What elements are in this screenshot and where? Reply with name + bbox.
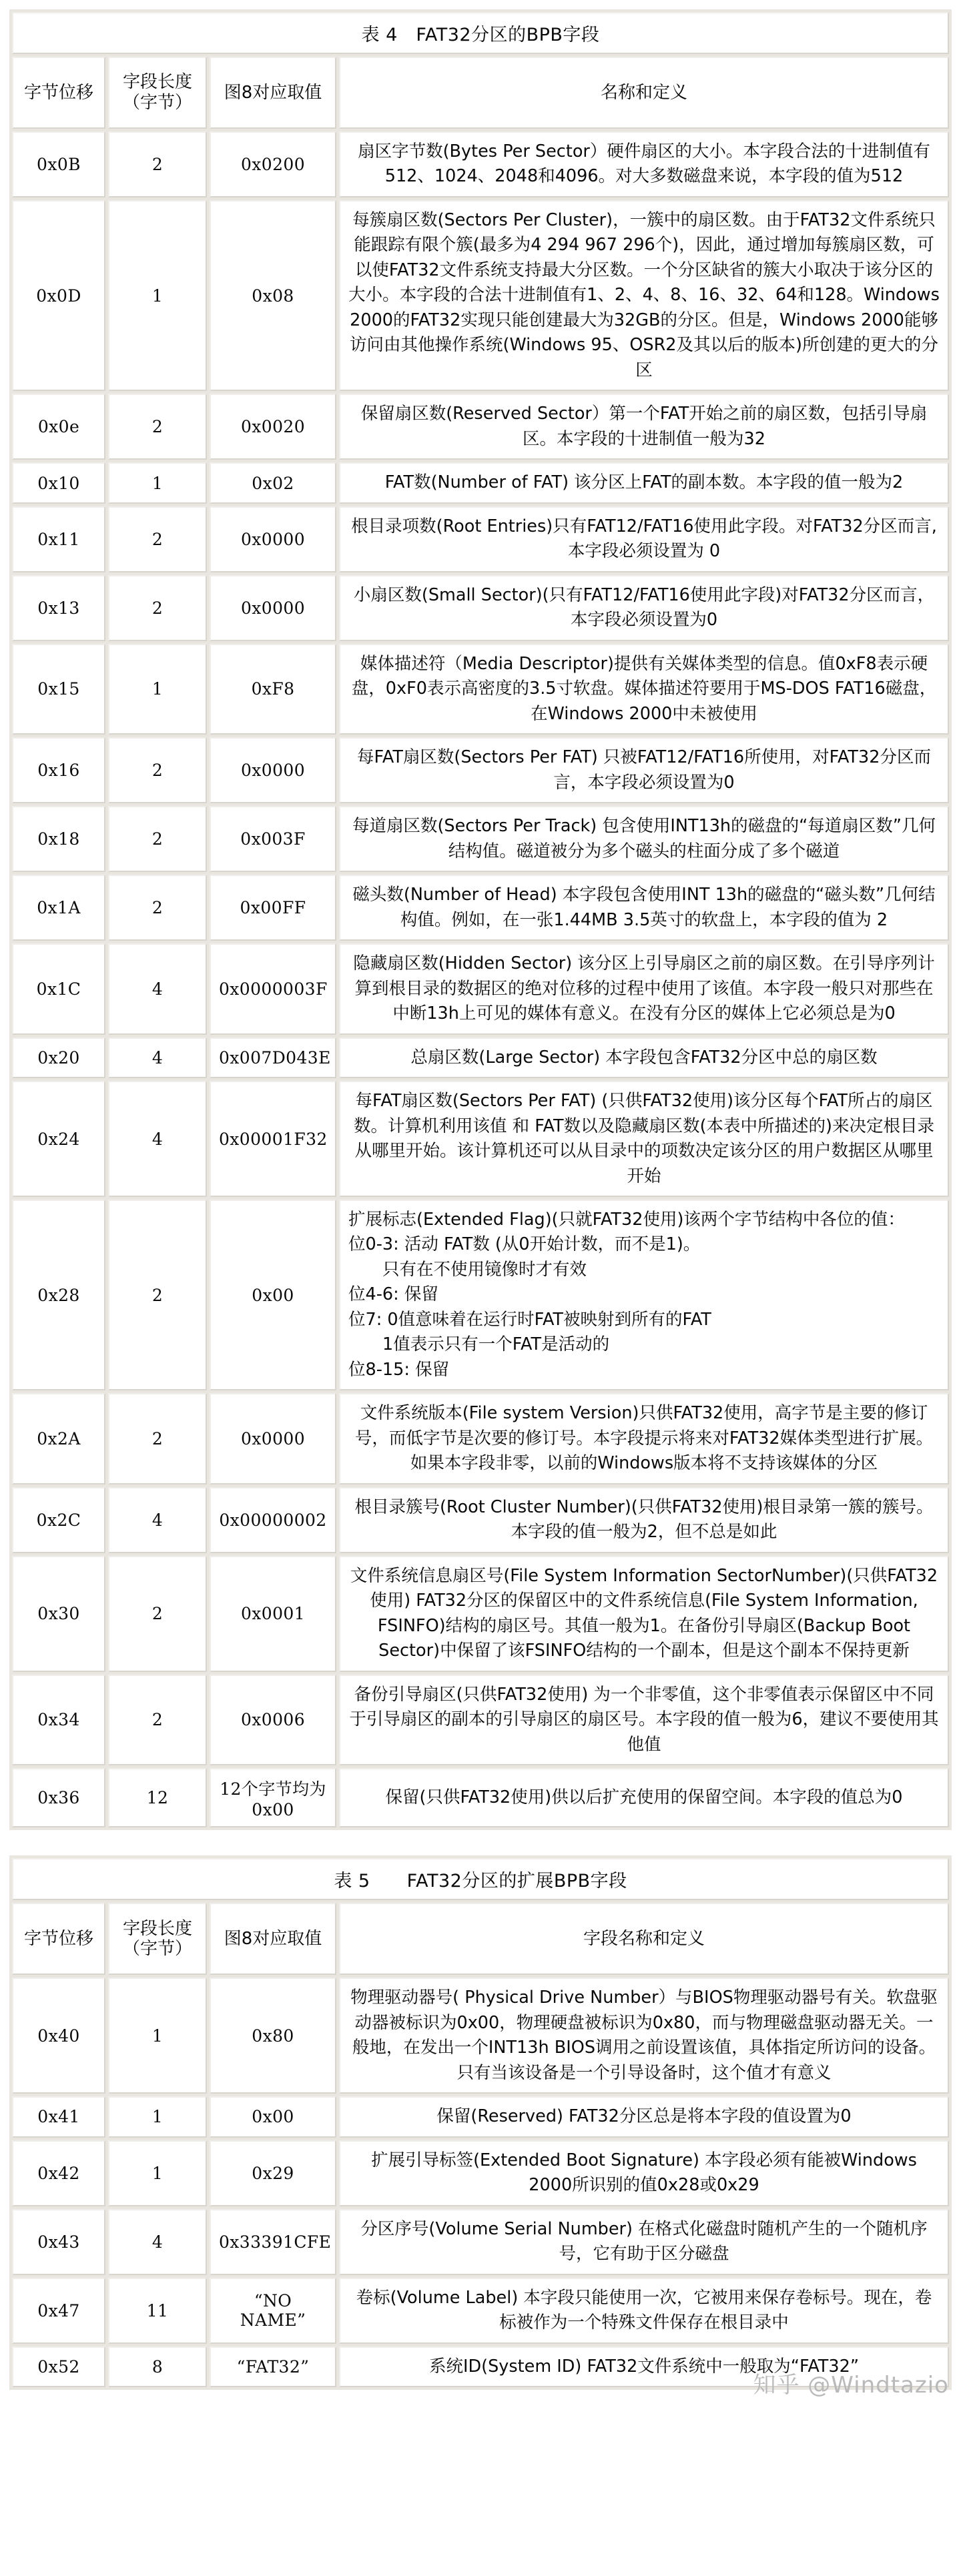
definition-line: 保留(只供FAT32使用)供以后扩充使用的保留空间。本字段的值总为0 (385, 1787, 903, 1807)
cell-definition (339, 943, 949, 1034)
definition-line: 位0-3: 活动 FAT数 (从0开始计数，而不是1)。 (348, 1234, 701, 1255)
cell-field-length: 1 (108, 644, 207, 735)
cell-definition (339, 737, 949, 803)
definition-line: 每道扇区数(Sectors Per Track) 包含使用INT13h的磁盘的“每道扇区数”几何结构值。磁道被分为多个磁头的柱面分成了多个磁道 (352, 816, 936, 861)
cell-definition (339, 2140, 949, 2206)
cell-figure-value (210, 1768, 336, 1827)
cell-byte-offset: 0x20 (12, 1037, 105, 1078)
column-header-length-line2: （字节） (122, 1939, 192, 1960)
cell-field-length: 8 (108, 2346, 207, 2387)
cell-figure-value-line: 12个字节均为 (220, 1779, 326, 1799)
cell-figure-value (210, 1081, 336, 1197)
definition-line: 保留(Reserved) FAT32分区总是将本字段的值设置为0 (436, 2106, 852, 2127)
table-row (12, 1200, 949, 1390)
cell-byte-offset: 0x47 (12, 2278, 105, 2344)
table-row (12, 1675, 949, 1765)
cell-definition (339, 1675, 949, 1765)
cell-byte-offset: 0x28 (12, 1200, 105, 1390)
cell-byte-offset: 0x15 (12, 644, 105, 735)
cell-figure-value-line: 0x0020 (240, 417, 306, 437)
definition-line: 保留扇区数(Reserved Sector）第一个FAT开始之前的扇区数，包括引导扇区。本字段的十进制值一般为32 (360, 404, 928, 449)
cell-figure-value (210, 1675, 336, 1765)
cell-figure-value (210, 2346, 336, 2387)
cell-figure-value-line: 0x0000003F (219, 979, 328, 999)
cell-definition (339, 1487, 949, 1553)
cell-figure-value-line: 0x29 (252, 2163, 294, 2183)
cell-figure-value (210, 1393, 336, 1484)
table-row (12, 737, 949, 803)
cell-figure-value (210, 394, 336, 460)
cell-figure-value (210, 200, 336, 391)
cell-figure-value-line: 0x007D043E (219, 1047, 331, 1067)
column-header-figure-value: 图8对应取值 (210, 57, 336, 129)
cell-byte-offset: 0x24 (12, 1081, 105, 1197)
cell-figure-value-line: 0x0006 (240, 1710, 306, 1730)
cell-figure-value (210, 506, 336, 572)
table-header-row (12, 1903, 949, 1975)
definition-line: 只有在不使用镜像时才有效 (348, 1259, 587, 1280)
table-fat32-extended-bpb-fields (9, 1855, 952, 2390)
column-header-definition: 名称和定义 (339, 57, 949, 129)
cell-field-length: 2 (108, 1393, 207, 1484)
cell-field-length: 1 (108, 2140, 207, 2206)
cell-definition (339, 200, 949, 391)
cell-definition (339, 394, 949, 460)
cell-definition (339, 1081, 949, 1197)
definition-line: 小扇区数(Small Sector)(只有FAT12/FAT16使用此字段)对FAT32分区而言，本字段必须设置为0 (353, 584, 935, 630)
cell-field-length: 1 (108, 1978, 207, 2094)
table5-caption: 表 5 FAT32分区的扩展BPB字段 (12, 1858, 949, 1900)
cell-byte-offset: 0x52 (12, 2346, 105, 2387)
table-row (12, 1081, 949, 1197)
table-header-row (12, 57, 949, 129)
cell-figure-value-line: 0x0000 (240, 761, 306, 781)
definition-line: 位8-15: 保留 (348, 1359, 450, 1380)
definition-line: 扩展引导标签(Extended Boot Signature) 本字段必须有能被Windows 2000所识别的值0x28或0x29 (371, 2150, 917, 2196)
cell-figure-value (210, 943, 336, 1034)
cell-definition (339, 1200, 949, 1390)
table-row (12, 644, 949, 735)
table-fat32-bpb-fields (9, 9, 952, 1830)
cell-definition (339, 131, 949, 197)
cell-figure-value-line: 0x0000 (240, 1429, 306, 1449)
cell-definition (339, 462, 949, 503)
cell-field-length: 1 (108, 462, 207, 503)
cell-field-length: 4 (108, 1081, 207, 1197)
cell-figure-value (210, 806, 336, 872)
cell-figure-value-line: 0x00001F32 (219, 1129, 328, 1149)
column-header-offset: 字节位移 (12, 1903, 105, 1975)
cell-figure-value (210, 2096, 336, 2137)
cell-definition (339, 644, 949, 735)
cell-byte-offset: 0x2A (12, 1393, 105, 1484)
cell-figure-value-line: 0x0200 (240, 154, 306, 174)
cell-field-length: 1 (108, 200, 207, 391)
cell-field-length: 12 (108, 1768, 207, 1827)
definition-line: FAT数(Number of FAT) 该分区上FAT的副本数。本字段的值一般为2 (384, 472, 904, 493)
definition-line: 扇区字节数(Bytes Per Sector）硬件扇区的大小。本字段合法的十进制值有512、1024、2048和4096。对大多数磁盘来说，本字段的值为512 (358, 141, 930, 187)
table-caption-row (12, 1858, 949, 1900)
table-row (12, 200, 949, 391)
watermark: 知乎 @Windtazio (753, 2372, 949, 2399)
cell-field-length: 2 (108, 875, 207, 941)
column-header-length-line1: 字段长度 (122, 1918, 192, 1939)
cell-byte-offset: 0x0B (12, 131, 105, 197)
cell-figure-value-line: 0x33391CFE (219, 2232, 332, 2252)
cell-figure-value (210, 737, 336, 803)
table-row (12, 2346, 949, 2387)
cell-figure-value-line: 0xF8 (251, 679, 295, 699)
cell-figure-value (210, 1978, 336, 2094)
cell-figure-value-line: 0x02 (252, 473, 294, 493)
definition-line: 文件系统信息扇区号(File System Information SectorNumber)(只供FAT32使用) FAT32分区的保留区中的文件系统信息(File System Information, FSINFO)结构的扇区号。其值一般为1。在备份引导扇区(Backup Boot Sector)中保留了该FSINFO结构的一个副本，但是这个副本不保持更新 (350, 1565, 938, 1661)
definition-line: 磁头数(Number of Head) 本字段包含使用INT 13h的磁盘的“磁头数”几何结构值。例如，在一张1.44MB 3.5英寸的软盘上，本字段的值为 2 (352, 885, 936, 930)
definition-line: 每FAT扇区数(Sectors Per FAT) 只被FAT12/FAT16所使用，对FAT32分区而言，本字段必须设置为0 (357, 747, 931, 793)
table5-body (12, 1978, 949, 2387)
definition-line: 媒体描述符（Media Descriptor)提供有关媒体类型的信息。值0xF8表示硬盘，0xF0表示高密度的3.5寸软盘。媒体描述符要用于MS-DOS FAT16磁盘，在Windows 2000中未被使用 (351, 653, 937, 724)
definition-line: 1值表示只有一个FAT是活动的 (348, 1334, 610, 1355)
table4-body (12, 131, 949, 1827)
cell-figure-value (210, 875, 336, 941)
cell-byte-offset: 0x18 (12, 806, 105, 872)
cell-byte-offset: 0x1A (12, 875, 105, 941)
definition-line: 总扇区数(Large Sector) 本字段包含FAT32分区中总的扇区数 (410, 1047, 878, 1067)
column-header-length (108, 57, 207, 129)
cell-definition (339, 2209, 949, 2275)
cell-byte-offset: 0x30 (12, 1556, 105, 1672)
cell-figure-value-line: 0x00FF (240, 898, 306, 918)
cell-definition (339, 506, 949, 572)
cell-figure-value-line: 0x0000 (240, 598, 306, 618)
definition-line: 物理驱动器号( Physical Drive Number）与BIOS物理驱动器号有关。软盘驱动器被标识为0x00，物理硬盘被标识为0x80，而与物理磁盘驱动器无关。一般地，在发出一个INT13h BIOS调用之前设置该值，具体指定所访问的设备。只有当该设备是一个引导设备时，这个值才有意义 (350, 1988, 938, 2083)
cell-field-length: 2 (108, 575, 207, 641)
cell-definition (339, 1393, 949, 1484)
definition-line: 备份引导扇区(只供FAT32使用) 为一个非零值，这个非零值表示保留区中不同于引导扇区的副本的引导扇区的扇区号。本字段的值一般为6，建议不要使用其他值 (349, 1684, 939, 1755)
cell-figure-value-line: 0x08 (252, 286, 294, 306)
cell-field-length: 4 (108, 2209, 207, 2275)
cell-byte-offset: 0x43 (12, 2209, 105, 2275)
definition-line: 卷标(Volume Label) 本字段只能使用一次，它被用来保存卷标号。现在，卷标被作为一个特殊文件保存在根目录中 (356, 2287, 932, 2333)
column-header-length (108, 1903, 207, 1975)
table-row (12, 1037, 949, 1078)
cell-figure-value-line: 0x80 (252, 2026, 294, 2046)
cell-field-length: 2 (108, 806, 207, 872)
cell-field-length: 4 (108, 943, 207, 1034)
cell-figure-value (210, 462, 336, 503)
cell-byte-offset: 0x0D (12, 200, 105, 391)
cell-byte-offset: 0x16 (12, 737, 105, 803)
column-header-length-line1: 字段长度 (122, 72, 192, 93)
definition-line: 分区序号(Volume Serial Number) 在格式化磁盘时随机产生的一个随机序号，它有助于区分磁盘 (360, 2218, 928, 2264)
definition-line: 位7: 0值意味着在运行时FAT被映射到所有的FAT (348, 1309, 711, 1330)
cell-definition (339, 1037, 949, 1078)
table-caption-row (12, 12, 949, 54)
cell-definition (339, 1768, 949, 1827)
table-row (12, 394, 949, 460)
cell-figure-value (210, 1556, 336, 1672)
definition-line: 扩展标志(Extended Flag)(只就FAT32使用)该两个字节结构中各位的值： (348, 1209, 905, 1230)
cell-byte-offset: 0x1C (12, 943, 105, 1034)
cell-figure-value (210, 644, 336, 735)
column-header-offset: 字节位移 (12, 57, 105, 129)
cell-byte-offset: 0x13 (12, 575, 105, 641)
cell-definition (339, 575, 949, 641)
cell-figure-value (210, 1200, 336, 1390)
table-row (12, 2278, 949, 2344)
cell-byte-offset: 0x41 (12, 2096, 105, 2137)
cell-field-length: 2 (108, 394, 207, 460)
cell-figure-value (210, 2209, 336, 2275)
table-row (12, 575, 949, 641)
column-header-figure-value: 图8对应取值 (210, 1903, 336, 1975)
table-row (12, 806, 949, 872)
table-row (12, 506, 949, 572)
cell-figure-value-line: 0x0000 (240, 529, 306, 549)
cell-field-length: 2 (108, 1200, 207, 1390)
cell-figure-value-line: 0x0001 (240, 1604, 306, 1624)
cell-field-length: 2 (108, 506, 207, 572)
table-row (12, 1978, 949, 2094)
column-header-length-line2: （字节） (122, 93, 192, 113)
table-row (12, 1487, 949, 1553)
cell-byte-offset: 0x34 (12, 1675, 105, 1765)
cell-figure-value (210, 1037, 336, 1078)
cell-figure-value (210, 1487, 336, 1553)
cell-field-length: 1 (108, 2096, 207, 2137)
definition-line: 系统ID(System ID) FAT32文件系统中一般取为“FAT32” (428, 2356, 860, 2377)
cell-field-length: 4 (108, 1037, 207, 1078)
cell-byte-offset: 0x42 (12, 2140, 105, 2206)
cell-figure-value-line: 0x00000002 (219, 1510, 327, 1530)
cell-figure-value-line: 0x00 (252, 1800, 294, 1820)
table-row (12, 1768, 949, 1827)
table-row (12, 462, 949, 503)
column-header-definition: 字段名称和定义 (339, 1903, 949, 1975)
definition-line: 位4-6: 保留 (348, 1284, 438, 1305)
table-row (12, 2209, 949, 2275)
definition-line: 文件系统版本(File system Version)只供FAT32使用，高字节是主要的修订号，而低字节是次要的修订号。本字段提示将来对FAT32媒体类型进行扩展。如果本字段非零，以前的Windows版本将不支持该媒体的分区 (354, 1403, 934, 1474)
cell-byte-offset: 0x10 (12, 462, 105, 503)
cell-figure-value (210, 2278, 336, 2344)
cell-figure-value-line: “NO NAME” (240, 2291, 306, 2330)
table-row (12, 875, 949, 941)
cell-byte-offset: 0x2C (12, 1487, 105, 1553)
cell-byte-offset: 0x40 (12, 1978, 105, 2094)
definition-line: 每FAT扇区数(Sectors Per FAT) (只供FAT32使用)该分区每个FAT所占的扇区数。计算机利用该值 和 FAT数以及隐藏扇区数(本表中所描述的)来决定根目录从哪里开始。该计算机还可以从目录中的项数决定该分区的用户数据区从哪里开始 (354, 1091, 934, 1186)
cell-definition (339, 2278, 949, 2344)
cell-field-length: 11 (108, 2278, 207, 2344)
cell-figure-value-line: “FAT32” (236, 2356, 310, 2377)
cell-definition (339, 1556, 949, 1672)
definition-line: 每簇扇区数(Sectors Per Cluster)，一簇中的扇区数。由于FAT32文件系统只能跟踪有限个簇(最多为4 294 967 296个)，因此，通过增加每簇扇区数，可以使FAT32文件系统支持最大分区数。一个分区缺省的簇大小取决于该分区的大小。本字段的合法十进制值有1、2、4、8、16、32、64和128。Windows 2000的FAT32实现只能创建最大为32GB的分区。但是，Windows 2000能够访问由其他操作系统(Windows 95、OSR2及其以后的版本)所创建的更大的分区 (348, 209, 940, 380)
table-row (12, 943, 949, 1034)
table-row (12, 2140, 949, 2206)
cell-definition (339, 1978, 949, 2094)
cell-field-length: 2 (108, 737, 207, 803)
cell-figure-value-line: 0x00 (252, 2107, 294, 2127)
cell-figure-value (210, 131, 336, 197)
cell-field-length: 2 (108, 1675, 207, 1765)
definition-line: 根目录簇号(Root Cluster Number)(只供FAT32使用)根目录第一簇的簇号。本字段的值一般为2，但不总是如此 (354, 1496, 934, 1543)
definition-line: 隐藏扇区数(Hidden Sector) 该分区上引导扇区之前的扇区数。在引导序列计算到根目录的数据区的绝对位移的过程中使用了该值。本字段一般只对那些在中断13h上可见的媒体有意义。在没有分区的媒体上它必须总是为0 (353, 953, 935, 1024)
cell-definition (339, 2096, 949, 2137)
cell-definition (339, 806, 949, 872)
table-row (12, 1556, 949, 1672)
cell-field-length: 2 (108, 1556, 207, 1672)
cell-byte-offset: 0x11 (12, 506, 105, 572)
table-row (12, 2096, 949, 2137)
cell-byte-offset: 0x0e (12, 394, 105, 460)
cell-figure-value (210, 2140, 336, 2206)
cell-figure-value (210, 575, 336, 641)
cell-byte-offset: 0x36 (12, 1768, 105, 1827)
cell-figure-value-line: 0x003F (240, 829, 306, 849)
cell-definition (339, 2346, 949, 2387)
cell-definition (339, 875, 949, 941)
definition-line: 根目录项数(Root Entries)只有FAT12/FAT16使用此字段。对FAT32分区而言,本字段必须设置为 0 (351, 516, 937, 562)
table-row (12, 131, 949, 197)
table4-caption: 表 4 FAT32分区的BPB字段 (12, 12, 949, 54)
cell-field-length: 2 (108, 131, 207, 197)
cell-field-length: 4 (108, 1487, 207, 1553)
table-row (12, 1393, 949, 1484)
cell-figure-value-line: 0x00 (252, 1285, 294, 1305)
